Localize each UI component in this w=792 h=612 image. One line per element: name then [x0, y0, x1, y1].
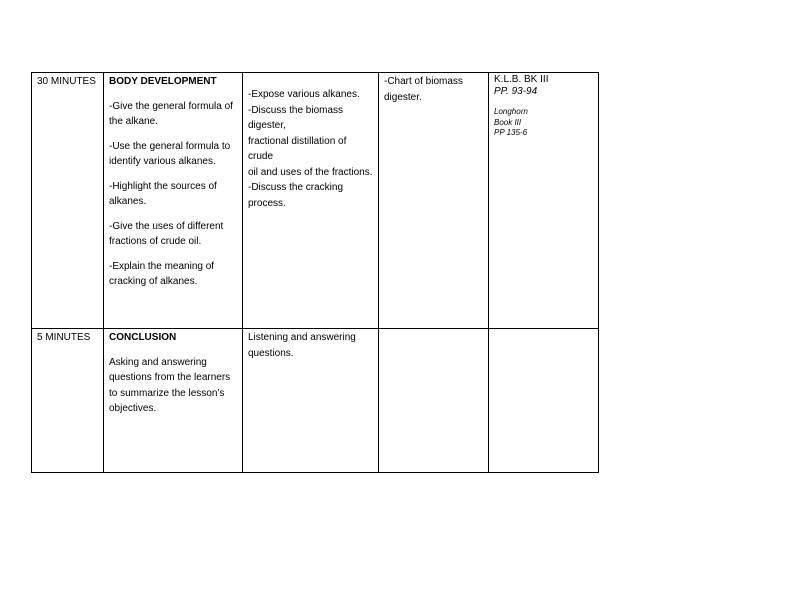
- activity-line: -Discuss the biomass digester,: [248, 104, 344, 131]
- reference-line: Book III: [494, 117, 522, 127]
- activity-line: oil and uses of the fractions.: [248, 166, 373, 178]
- resources-cell: -Chart of biomass digester.: [379, 73, 489, 329]
- activity-line: fractional distillation of crude: [248, 135, 347, 162]
- reference-cell: [489, 329, 599, 473]
- reference-line: PP. 93-94: [494, 86, 538, 97]
- activity-cell: Listening and answering questions.: [243, 329, 379, 473]
- stage-text: Asking and answering questions from the learners to summarize the lesson’s objectives.: [109, 356, 231, 414]
- activity-line: -Discuss the cracking process.: [248, 182, 344, 209]
- stage-item: -Give the uses of different fractions of crude oil.: [109, 220, 224, 247]
- table-row: [32, 73, 599, 329]
- time-cell: 30 MINUTES: [32, 73, 104, 329]
- stage-item: -Explain the meaning of cracking of alkanes.: [109, 260, 215, 287]
- stage-title: CONCLUSION: [109, 332, 177, 343]
- reference-line: K.L.B. BK III: [494, 74, 549, 85]
- stage-title: BODY DEVELOPMENT: [109, 76, 217, 87]
- activity-cell: [243, 73, 379, 329]
- stage-item: -Use the general formula to identify various alkanes.: [109, 140, 231, 167]
- resources-cell: [379, 329, 489, 473]
- time-cell: 5 MINUTES: [32, 329, 104, 473]
- reference-cell: [489, 73, 599, 329]
- stage-cell: [104, 329, 243, 473]
- table-row: [32, 329, 599, 473]
- stage-item: -Give the general formula of the alkane.: [109, 100, 233, 127]
- stage-item: -Highlight the sources of alkanes.: [109, 180, 217, 207]
- lesson-plan-table: [31, 72, 599, 473]
- reference-line: Longhorn: [494, 107, 528, 116]
- reference-line: PP 135-6: [494, 128, 528, 137]
- stage-cell: [104, 73, 243, 329]
- activity-line: -Expose various alkanes.: [248, 89, 360, 100]
